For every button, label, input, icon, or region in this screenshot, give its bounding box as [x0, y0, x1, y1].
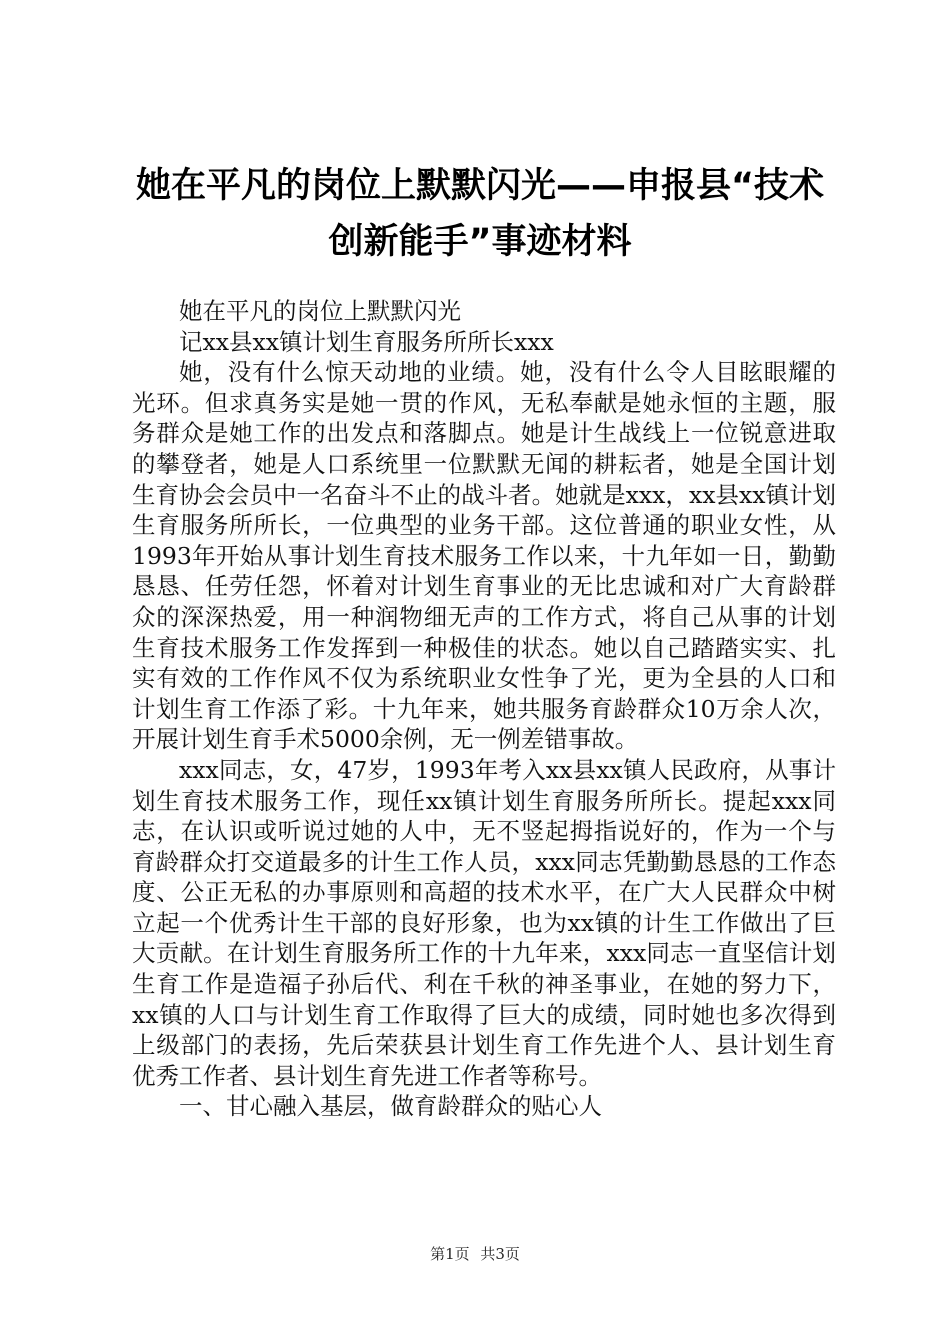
body-paragraph: 她，没有什么惊天动地的业绩。她，没有什么令人目眩眼耀的光环。但求真务实是她一贯的作风，无私奉献是她永恒的主题，服务群众是她工作的出发点和落脚点。她是计生战线上一位锐意进取的攀登者，她是人口系统里一位默默无闻的耕耘者，她是全国计划生育协会会员中一名奋斗不止的战斗者。她就是xxx，xx县xx镇计划生育服务所所长，一位典型的业务干部。这位普通的职业女性，从1993年开始从事计划生育技术服务工作以来，十九年如一日，勤勤恳恳、任劳任怨，怀着对计划生育事业的无比忠诚和对广大育龄群众的深深热爱，用一种润物细无声的工作方式，将自己从事的计划生育技术服务工作发挥到一种极佳的状态。她以自己踏踏实实、扎实有效的工作作风不仅为系统职业女性争了光，更为全县的人口和计划生育工作添了彩。十九年来，她共服务育龄群众10万余人次，开展计划生育手术5000余例，无一例差错事故。	[132, 358, 836, 754]
document-body	[132, 296, 836, 1122]
page-number: 第1页	[430, 1245, 470, 1263]
document-title: 她在平凡的岗位上默默闪光——申报县“技术创新能手”事迹材料	[135, 166, 824, 262]
subtitle-line: 她在平凡的岗位上默默闪光	[179, 297, 461, 325]
subtitle-author-line: 记xx县xx镇计划生育服务所所长xxx	[179, 327, 554, 356]
section-heading: 一、甘心融入基层，做育龄群众的贴心人	[179, 1092, 602, 1121]
page-footer	[0, 1244, 950, 1264]
body-paragraph: xxx同志，女，47岁，1993年考入xx县xx镇人民政府，从事计划生育技术服务工作，现任xx镇计划生育服务所所长。提起xxx同志，在认识或听说过她的人中，无不竖起拇指说好的，作为一个与育龄群众打交道最多的计生工作人员，xxx同志凭勤勤恳恳的工作态度、公正无私的办事原则和高超的技术水平，在广大人民群众中树立起一个优秀计生干部的良好形象，也为xx镇的计生工作做出了巨大贡献。在计划生育服务所工作的十九年来，xxx同志一直坚信计划生育工作是造福子孙后代、利在千秋的神圣事业，在她的努力下，xx镇的人口与计划生育工作取得了巨大的成绩，同时她也多次得到上级部门的表扬，先后荣获县计划生育工作先进个人、县计划生育优秀工作者、县计划生育先进工作者等称号。	[132, 755, 836, 1090]
page-total: 共3页	[480, 1245, 520, 1263]
